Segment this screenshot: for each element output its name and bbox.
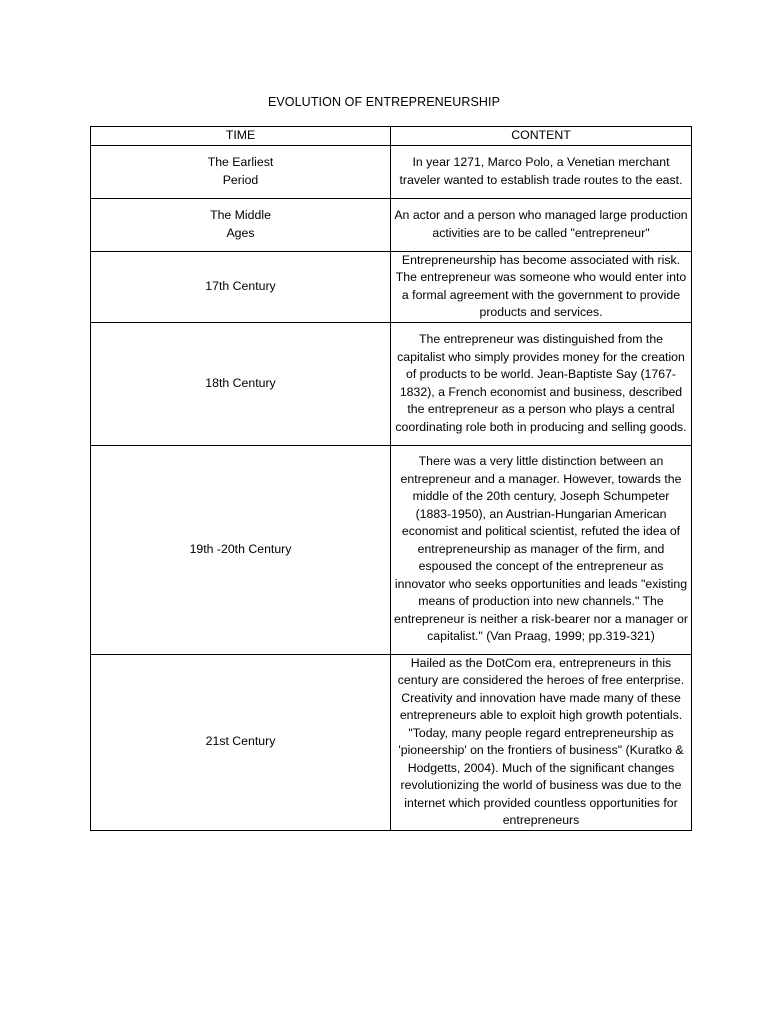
content-cell: There was a very little distinction between an entrepreneur and a manager. However, towards the middle of the 20th century, Joseph Schumpeter (1883-1950), an Austrian-Hungarian American economist and political scientist, refuted the idea of entrepreneurship as manager of the firm, and espoused the concept of the entrepreneur as innovator who seeks opportunities and leads "existing means of production into new channels." The entrepreneur is neither a risk-bearer nor a manager or capitalist." (Van Praag, 1999; pp.319-321) [391,445,692,654]
table-row [91,445,692,654]
time-cell [91,445,391,654]
time-label: The Earliest Period [207,155,274,187]
content-cell: In year 1271, Marco Polo, a Venetian merchant traveler wanted to establish trade routes to the east. [391,145,692,198]
time-cell [91,198,391,251]
header-content: CONTENT [391,127,692,146]
header-time: TIME [91,127,391,146]
table-row [91,198,692,251]
content-cell: The entrepreneur was distinguished from the capitalist who simply provides money for the creation of products to be world. Jean-Baptiste Say (1767-1832), a French economist and business, described the entrepreneur as a person who plays a central coordinating role both in producing and selling goods. [391,322,692,445]
content-cell: Entrepreneurship has become associated with risk. The entrepreneur was someone who would enter into a formal agreement with the government to provide products and services. [391,251,692,322]
table-row [91,322,692,445]
time-cell [91,145,391,198]
time-cell [91,251,391,322]
content-cell: Hailed as the DotCom era, entrepreneurs in this century are considered the heroes of free enterprise. Creativity and innovation have made many of these entrepreneurs able to exploit high growth potentials. "Today, many people regard entrepreneurship as 'pioneership' on the frontiers of business" (Kuratko & Hodgetts, 2004). Much of the significant changes revolutionizing the world of business was due to the internet which provided countless opportunities for entrepreneurs [391,654,692,830]
time-cell [91,322,391,445]
time-label: 21st Century [205,734,276,749]
time-label: The Middle Ages [210,208,271,240]
time-cell [91,654,391,830]
time-label: 17th Century [205,278,276,293]
document-title: EVOLUTION OF ENTREPRENEURSHIP [267,95,501,109]
time-label: 19th -20th Century [189,541,292,556]
table-row [91,145,692,198]
table-header-row [91,127,692,146]
evolution-table [90,126,692,831]
table-row [91,654,692,830]
content-cell: An actor and a person who managed large production activities are to be called "entrepreneur" [391,198,692,251]
time-label: 18th Century [205,375,276,390]
table-row [91,251,692,322]
